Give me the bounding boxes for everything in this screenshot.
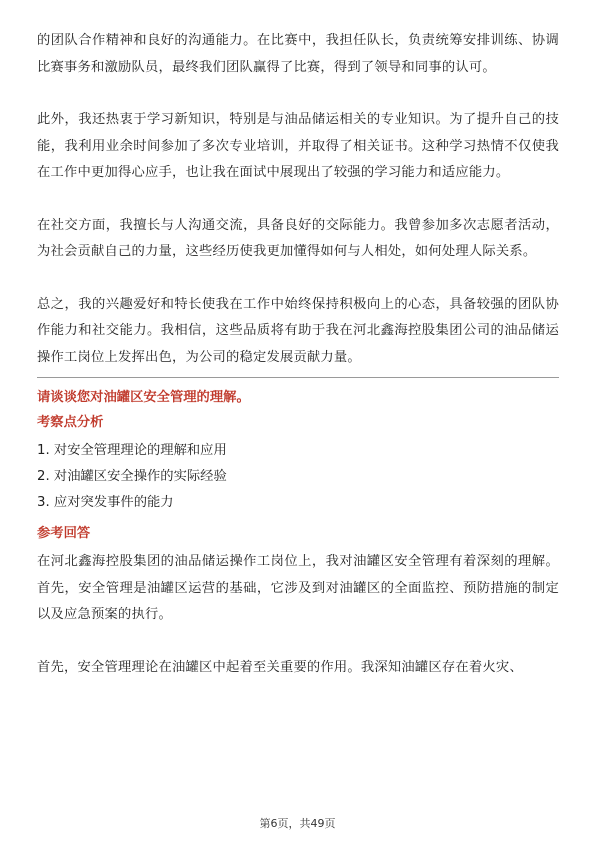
answer-paragraph-1: 在河北鑫海控股集团的油品储运操作工岗位上，我对油罐区安全管理有着深刻的理解。首先，安全管理是油罐区运营的基础，它涉及到对油罐区的全面监控、预防措施的制定以及应急预案的执行。 xyxy=(37,554,559,622)
paragraph-teamwork: 的团队合作精神和良好的沟通能力。在比赛中，我担任队长，负责统筹安排训练、协调比赛事务和激励队员，最终我们团队赢得了比赛，得到了领导和同事的认可。 xyxy=(37,33,559,75)
paragraph-social: 在社交方面，我擅长与人沟通交流，具备良好的交际能力。我曾参加多次志愿者活动，为社会贡献自己的力量，这些经历使我更加懂得如何与人相处，如何处理人际关系。 xyxy=(37,217,559,259)
question-title: 请谈谈您对油罐区安全管理的理解。 xyxy=(37,390,250,405)
list-item: 2. 对油罐区安全操作的实际经验 xyxy=(37,469,227,484)
page-content xyxy=(37,28,559,681)
paragraph-summary: 总之，我的兴趣爱好和特长使我在工作中始终保持积极向上的心态，具备较强的团队协作能力和社交能力。我相信，这些品质将有助于我在河北鑫海控股集团公司的油品储运操作工岗位上发挥出色，为公司的稳定发展贡献力量。 xyxy=(37,296,559,365)
answer-heading: 参考回答 xyxy=(37,526,91,541)
analysis-list xyxy=(37,438,559,516)
section-divider xyxy=(37,377,559,378)
page-number: 第6页，共49页 xyxy=(259,817,336,830)
paragraph-learning: 此外，我还热衷于学习新知识，特别是与油品储运相关的专业知识。为了提升自己的技能，我利用业余时间参加了多次专业培训，并取得了相关证书。这种学习热情不仅使我在工作中更加得心应手，也让我在面试中展现出了较强的学习能力和适应能力。 xyxy=(37,112,559,180)
list-item: 1. 对安全管理理论的理解和应用 xyxy=(37,443,227,458)
analysis-heading: 考察点分析 xyxy=(37,415,104,430)
list-item: 3. 应对突发事件的能力 xyxy=(37,495,174,510)
answer-paragraph-2: 首先，安全管理理论在油罐区中起着至关重要的作用。我深知油罐区存在着火灾、 xyxy=(37,659,523,675)
